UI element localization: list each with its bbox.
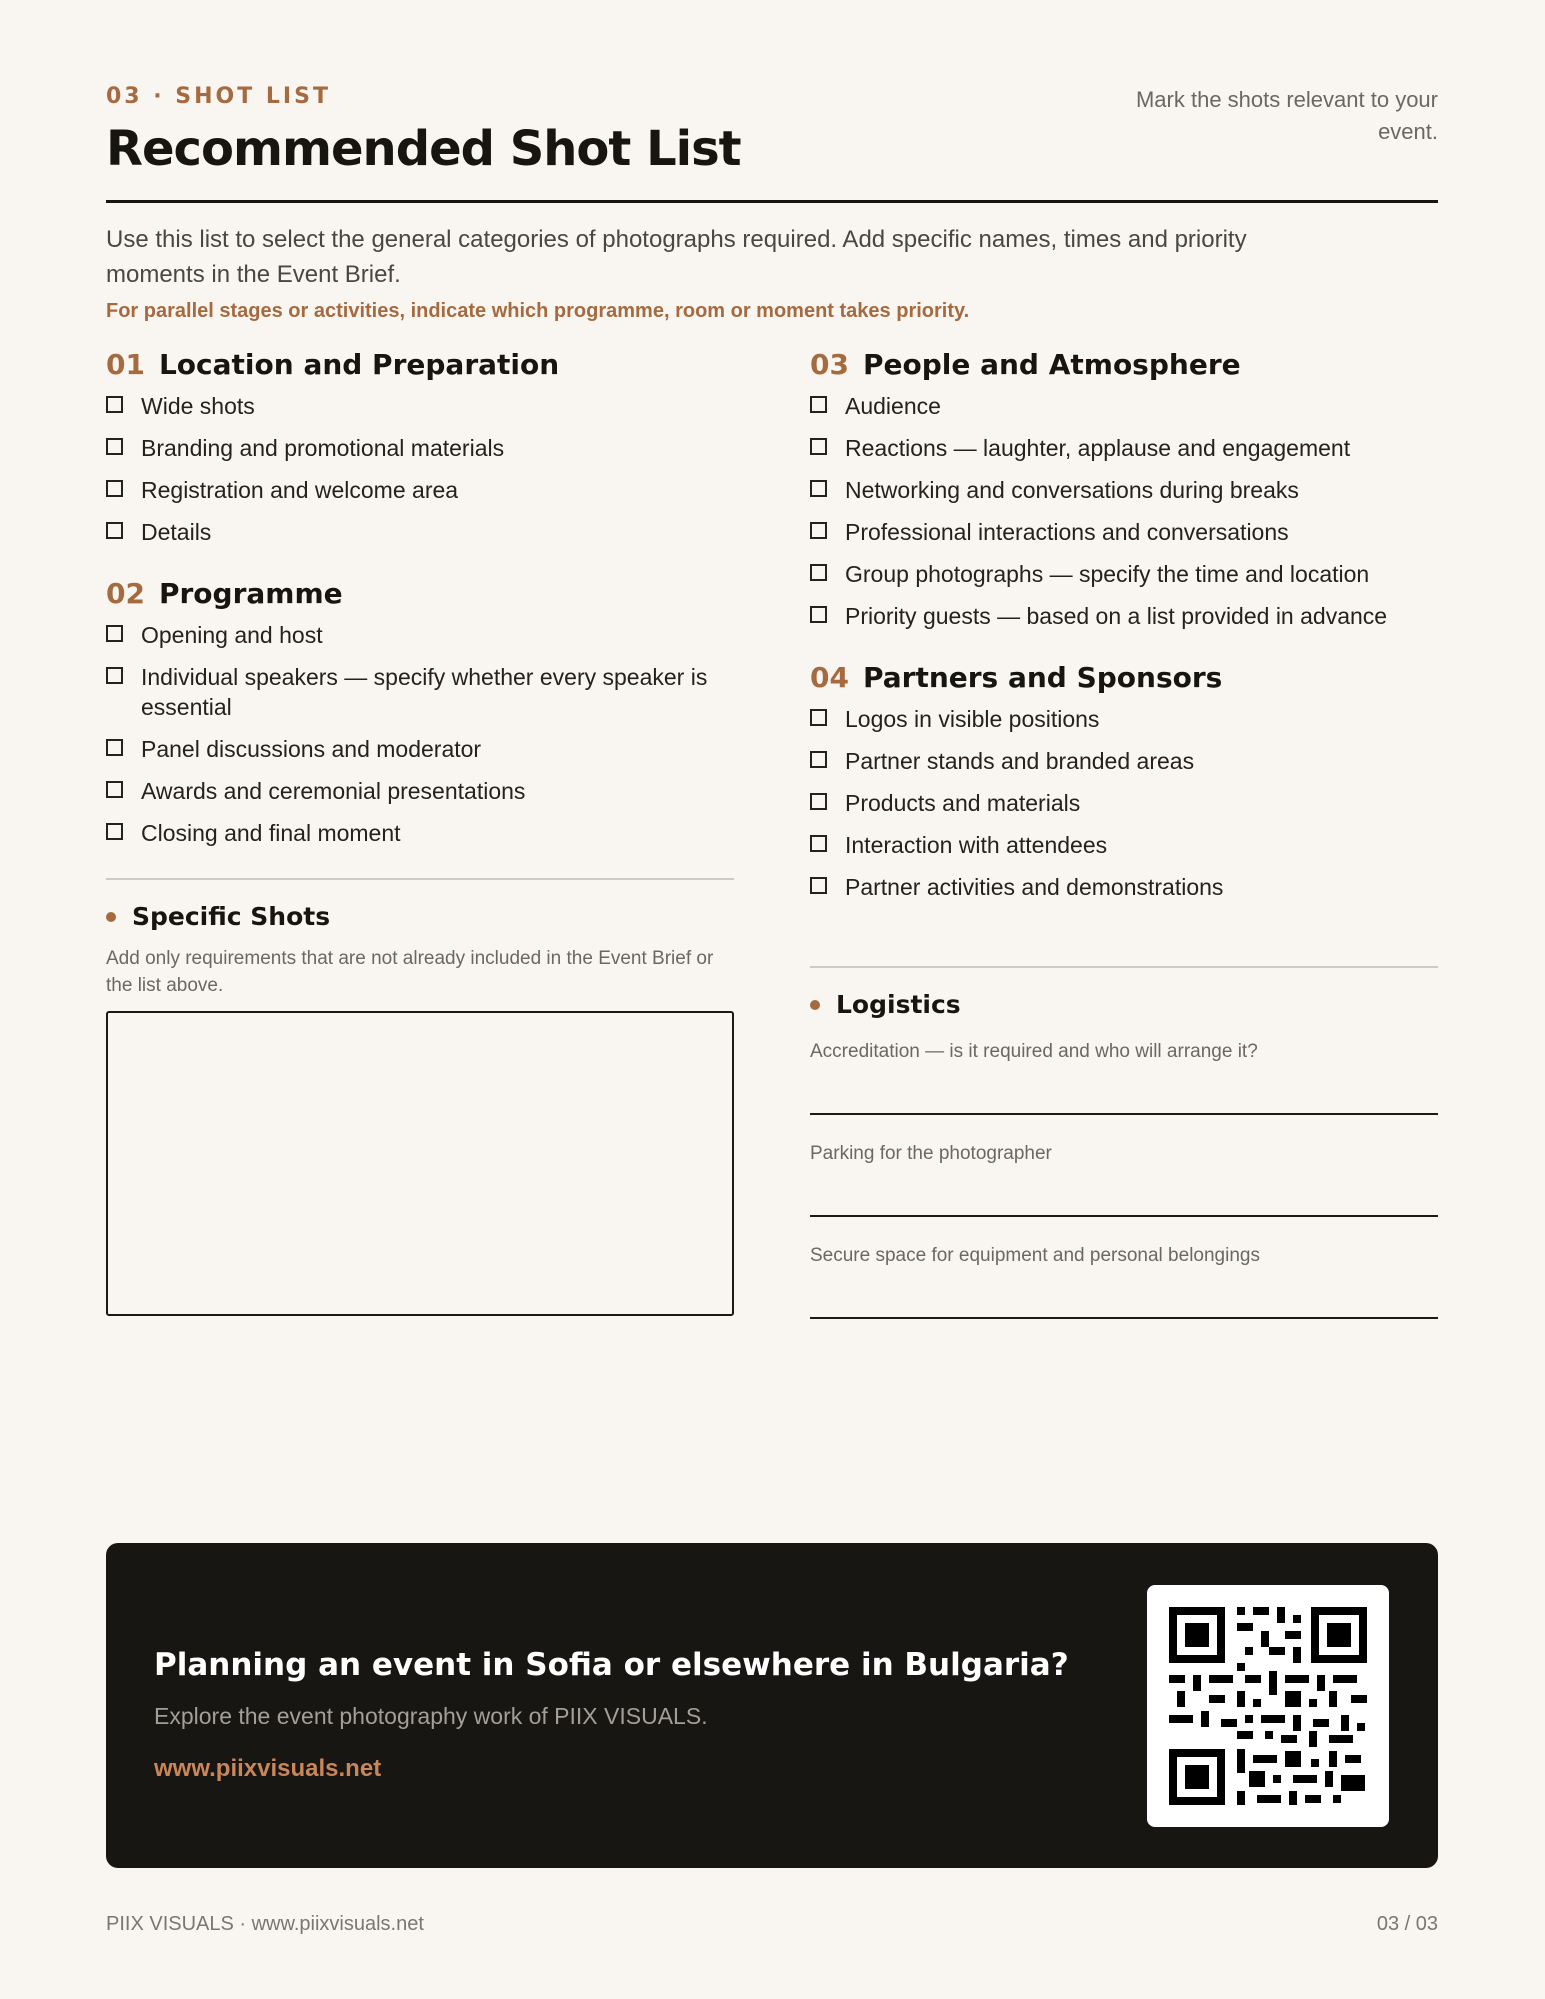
checkbox[interactable] [810, 438, 827, 455]
checklist-item[interactable] [810, 391, 1438, 421]
logistics-field[interactable] [810, 1245, 1438, 1319]
checkbox[interactable] [810, 835, 827, 852]
page-title: Recommended Shot List [106, 121, 741, 177]
checkbox[interactable] [106, 739, 123, 756]
section-partners-sponsors [810, 661, 1438, 902]
checklist-item[interactable] [106, 475, 734, 505]
bullet-dot [810, 1000, 820, 1010]
checklist-item[interactable] [810, 559, 1438, 589]
qr-code-icon [1147, 1585, 1389, 1827]
checklist-label: Interaction with attendees [845, 832, 1108, 858]
checklist-item[interactable] [106, 433, 734, 463]
checklist-label: Networking and conversations during breaks [845, 477, 1299, 503]
section-number: 01 [106, 348, 145, 381]
checklist-label: Group photographs — specify the time and location [845, 561, 1370, 587]
checklist-label: Partner activities and demonstrations [845, 874, 1224, 900]
section-number: 02 [106, 577, 145, 610]
checklist-item[interactable] [106, 620, 734, 650]
page-header [106, 84, 1438, 177]
field-underline[interactable] [810, 1215, 1438, 1217]
section-location-preparation [106, 348, 734, 547]
checkbox[interactable] [106, 823, 123, 840]
checklist-label: Reactions — laughter, applause and engagement [845, 435, 1351, 461]
field-underline[interactable] [810, 1317, 1438, 1319]
section-heading [106, 577, 734, 610]
specific-shots-note: Add only requirements that are not already included in the Event Brief or the list above. [106, 948, 714, 996]
section-number: 04 [810, 661, 849, 694]
section-number: 03 [810, 348, 849, 381]
checkbox[interactable] [106, 396, 123, 413]
checklist-item[interactable] [810, 746, 1438, 776]
page-number: 03 / 03 [1376, 1913, 1438, 1935]
section-heading [810, 661, 1438, 694]
checkbox[interactable] [810, 709, 827, 726]
specific-shots-textarea[interactable] [106, 1011, 734, 1316]
logistics-field[interactable] [810, 1143, 1438, 1217]
cta-card [106, 1543, 1438, 1868]
field-label: Parking for the photographer [810, 1143, 1052, 1164]
section-people-atmosphere [810, 348, 1438, 631]
logistics-heading [810, 990, 1438, 1019]
checklist-label: Products and materials [845, 790, 1081, 816]
section-title: Programme [158, 577, 343, 610]
section-eyebrow: 03 · SHOT LIST [106, 84, 331, 109]
specific-shots-title: Specific Shots [132, 902, 331, 931]
checkbox[interactable] [810, 564, 827, 581]
right-column [810, 348, 1438, 1319]
checkbox[interactable] [106, 438, 123, 455]
website-link[interactable]: www.piixvisuals.net [154, 1755, 382, 1782]
checklist-item[interactable] [810, 433, 1438, 463]
checklist-item[interactable] [810, 517, 1438, 547]
cta-subtitle: Explore the event photography work of PIIX VISUALS. [154, 1703, 708, 1729]
checklist-item[interactable] [810, 830, 1438, 860]
checklist-item[interactable] [106, 776, 734, 806]
checklist-label: Closing and final moment [141, 820, 401, 846]
field-underline[interactable] [810, 1113, 1438, 1115]
bullet-dot [106, 912, 116, 922]
checklist-label: Branding and promotional materials [141, 435, 505, 461]
intro-note: For parallel stages or activities, indicate which programme, room or moment takes priority. [106, 300, 970, 322]
checkbox[interactable] [810, 522, 827, 539]
checklist-item[interactable] [810, 601, 1438, 631]
cta-title: Planning an event in Sofia or elsewhere in Bulgaria? [154, 1647, 1069, 1683]
checkbox[interactable] [810, 480, 827, 497]
field-label: Secure space for equipment and personal belongings [810, 1245, 1260, 1266]
logistics-title: Logistics [836, 990, 961, 1019]
checklist-item[interactable] [106, 818, 734, 848]
checklist-label: Individual speakers — specify whether every speaker is essential [141, 664, 708, 720]
checkbox[interactable] [810, 793, 827, 810]
logistics-field[interactable] [810, 1041, 1438, 1115]
section-heading [106, 348, 734, 381]
checklist-label: Wide shots [141, 393, 255, 419]
checkbox[interactable] [106, 667, 123, 684]
checklist-label: Logos in visible positions [845, 706, 1100, 732]
checklist-label: Registration and welcome area [141, 477, 459, 503]
checkbox[interactable] [106, 522, 123, 539]
checkbox[interactable] [810, 877, 827, 894]
checklist-item[interactable] [810, 704, 1438, 734]
checklist-label: Details [141, 519, 212, 545]
checklist-label: Awards and ceremonial presentations [141, 778, 526, 804]
section-title: Location and Preparation [158, 348, 560, 381]
header-divider [106, 200, 1438, 203]
checkbox[interactable] [106, 625, 123, 642]
checklist-item[interactable] [810, 788, 1438, 818]
checkbox[interactable] [106, 480, 123, 497]
field-label: Accreditation — is it required and who will arrange it? [810, 1041, 1258, 1062]
left-column [106, 348, 734, 1316]
checklist-label: Priority guests — based on a list provided in advance [845, 603, 1388, 629]
header-note: Mark the shots relevant to your event. [1135, 87, 1438, 144]
checklist-label: Partner stands and branded areas [845, 748, 1195, 774]
section-heading [810, 348, 1438, 381]
checklist-item[interactable] [106, 734, 734, 764]
checklist-item[interactable] [106, 391, 734, 421]
page-footer-brand: PIIX VISUALS · www.piixvisuals.net [106, 1913, 424, 1935]
checklist-label: Audience [845, 393, 941, 419]
checklist-label: Professional interactions and conversations [845, 519, 1289, 545]
section-title: Partners and Sponsors [862, 661, 1223, 694]
qr-code[interactable] [1147, 1585, 1389, 1827]
checklist-item[interactable] [810, 872, 1438, 902]
checklist-item[interactable] [106, 662, 734, 722]
section-title: People and Atmosphere [862, 348, 1241, 381]
checklist-label: Opening and host [141, 622, 323, 648]
checkbox[interactable] [106, 781, 123, 798]
specific-shots-heading [106, 902, 734, 931]
section-divider [810, 966, 1438, 968]
section-programme [106, 577, 734, 848]
section-divider [106, 878, 734, 880]
checkbox[interactable] [810, 606, 827, 623]
checkbox[interactable] [810, 396, 827, 413]
checkbox[interactable] [810, 751, 827, 768]
intro-text: Use this list to select the general categories of photographs required. Add specific names, times and priority moments in the Event Brief. [106, 226, 1247, 288]
checklist-label: Panel discussions and moderator [141, 736, 482, 762]
checklist-item[interactable] [106, 517, 734, 547]
checklist-item[interactable] [810, 475, 1438, 505]
